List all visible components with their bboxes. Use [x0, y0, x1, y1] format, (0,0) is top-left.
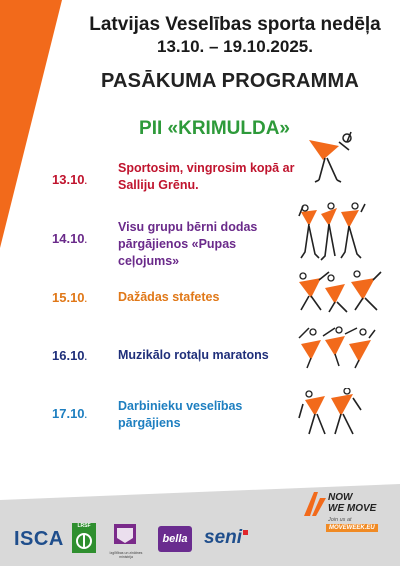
event-description-line: Dažādas stafetes	[118, 290, 220, 304]
header	[70, 14, 400, 58]
event-description-line: pārgājiens	[118, 416, 181, 430]
event-description-line: pārgājienos «Pupas ceļojums»	[118, 237, 237, 268]
walking-group-icon	[295, 202, 370, 268]
lrsf-logo	[72, 523, 96, 553]
event-week-dates: 13.10. – 19.10.2025.	[157, 37, 313, 56]
now-we-move-mark-icon	[304, 492, 326, 518]
sponsor-logos	[0, 520, 400, 560]
seni-logo	[204, 527, 248, 549]
event-description	[118, 398, 298, 432]
crest-icon	[114, 524, 136, 550]
event-description	[118, 289, 298, 306]
hiking-pair-icon	[295, 388, 365, 438]
event-description-line: Salliju Grēnu.	[118, 178, 199, 192]
school-name: PII «KRIMULDA»	[139, 118, 290, 139]
relay-runners-icon	[295, 268, 385, 314]
ministry-crest-logo	[109, 524, 143, 559]
event-description	[118, 219, 298, 270]
brand-now: NOW	[328, 492, 353, 503]
brand-tagline: Join us at	[328, 517, 352, 523]
lrsf-emblem-icon	[72, 529, 96, 553]
lrsf-label: LRSF	[72, 523, 96, 529]
event-date: 13.10.	[52, 172, 88, 187]
event-date: 17.10.	[52, 406, 88, 421]
event-description-line: Muzikālo rotaļu maratons	[118, 348, 269, 362]
event-date: 15.10.	[52, 290, 88, 305]
event-date: 16.10.	[52, 348, 88, 363]
event-description-line: Sportosim, vingrosim kopā ar	[118, 161, 295, 175]
crest-caption: Izglītības un zinātnes ministrija	[109, 551, 143, 559]
single-stick-figure-icon	[295, 128, 365, 190]
event-week-title: Latvijas Veselības sporta nedēļa	[89, 14, 381, 35]
dancing-group-icon	[295, 326, 377, 370]
brand-url: MOVEWEEK.EU	[326, 524, 378, 532]
seni-logo-text: seni	[204, 527, 243, 548]
bella-logo: bella	[158, 526, 192, 552]
event-description	[118, 160, 298, 194]
event-description-line: Darbinieku veselības	[118, 399, 243, 413]
program-title: PASĀKUMA PROGRAMMA	[100, 70, 360, 92]
brand-we-move: WE MOVE	[328, 503, 377, 514]
event-description	[118, 347, 298, 364]
event-description-line: Visu grupu bērni dodas	[118, 220, 258, 234]
seni-dot-icon	[243, 530, 248, 535]
isca-logo: ISCA	[14, 528, 64, 550]
event-date: 14.10.	[52, 231, 88, 246]
